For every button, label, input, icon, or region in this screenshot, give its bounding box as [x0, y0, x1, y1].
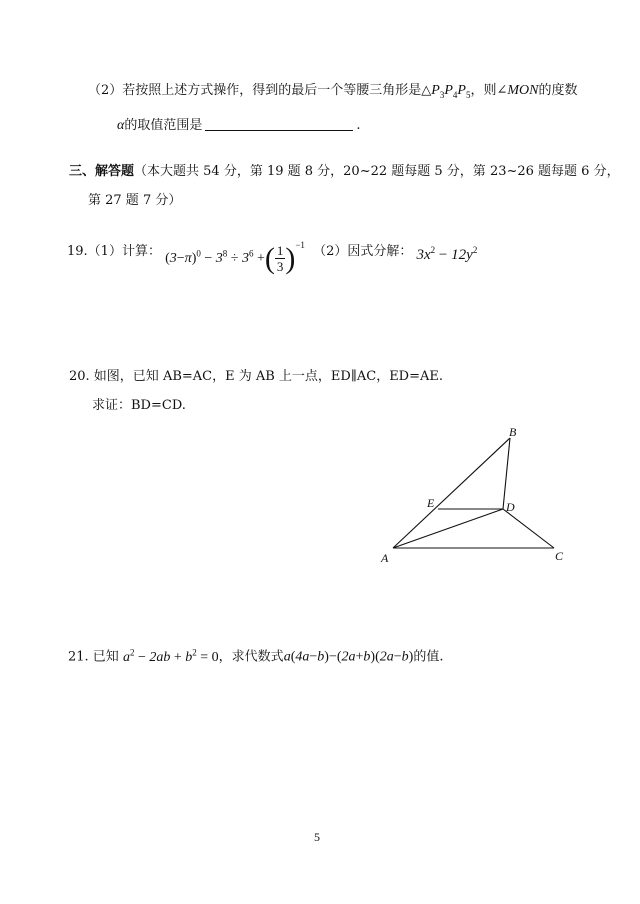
q21-suffix: 的值. — [413, 649, 444, 665]
label-E: E — [427, 496, 435, 510]
segment-BD — [503, 438, 510, 509]
q2-line1 — [88, 82, 578, 104]
segment-DC — [503, 509, 554, 548]
q2-line2: α的取值范围是 . — [117, 118, 361, 133]
segment-AB — [393, 438, 510, 548]
q21-line — [68, 643, 443, 667]
q19-line — [67, 227, 478, 275]
label-A: A — [381, 551, 389, 565]
section3-desc1: （本大题共 54 分，第 19 题 8 分，20~22 题每题 5 分，第 23~26 题每题 6 分， — [134, 164, 620, 179]
q2-suffix: 的度数 — [538, 83, 578, 98]
q21-prefix: 21. 已知 — [68, 649, 119, 665]
q2-range-text: 的取值范围是 — [124, 118, 203, 133]
q19-part2: （2）因式分解： — [313, 244, 413, 259]
alpha-var: α — [117, 118, 125, 133]
q2-angle: MON — [507, 83, 539, 98]
q21-mid: ，求代数式 — [218, 649, 284, 665]
page-number: 5 — [314, 830, 320, 844]
section3-line1 — [69, 163, 620, 181]
segment-AD — [393, 509, 503, 548]
q21-condition: $a^2 - 2ab + b^2 = 0$ — [122, 647, 219, 665]
q19-factor-expression: $3x^2 - 12y^2$ — [416, 244, 478, 263]
label-B: B — [509, 425, 517, 439]
q20-line1: 20. 如图，已知 AB=AC，E 为 AB 上一点，ED∥AC，ED=AE. — [69, 369, 444, 384]
q2-triangle: $P_3P_4P_5$ — [431, 83, 471, 100]
q21-expression: a(4a−b)−(2a+b)(2a−b) — [283, 649, 414, 665]
section3-desc2: 第 27 题 7 分） — [88, 193, 182, 208]
q19-expression: $(3-\pi)^0 - 3^8 \div 3^6$ +( $\frac{1}{3}$ )$^{-1}$ — [165, 240, 305, 275]
q2-prefix: （2）若按照上述方式操作，得到的最后一个等腰三角形是△ — [88, 83, 432, 98]
label-C: C — [555, 549, 564, 563]
q20-line2: 求证：BD=CD. — [92, 398, 186, 413]
triangle-figure — [378, 425, 578, 570]
label-D: D — [506, 500, 515, 514]
section3-line2 — [88, 192, 181, 210]
q19-label: 19.（1）计算： — [67, 244, 161, 259]
section3-heading: 三、解答题 — [69, 164, 135, 179]
answer-blank[interactable] — [205, 118, 353, 131]
q2-mid: ，则∠ — [470, 83, 508, 98]
